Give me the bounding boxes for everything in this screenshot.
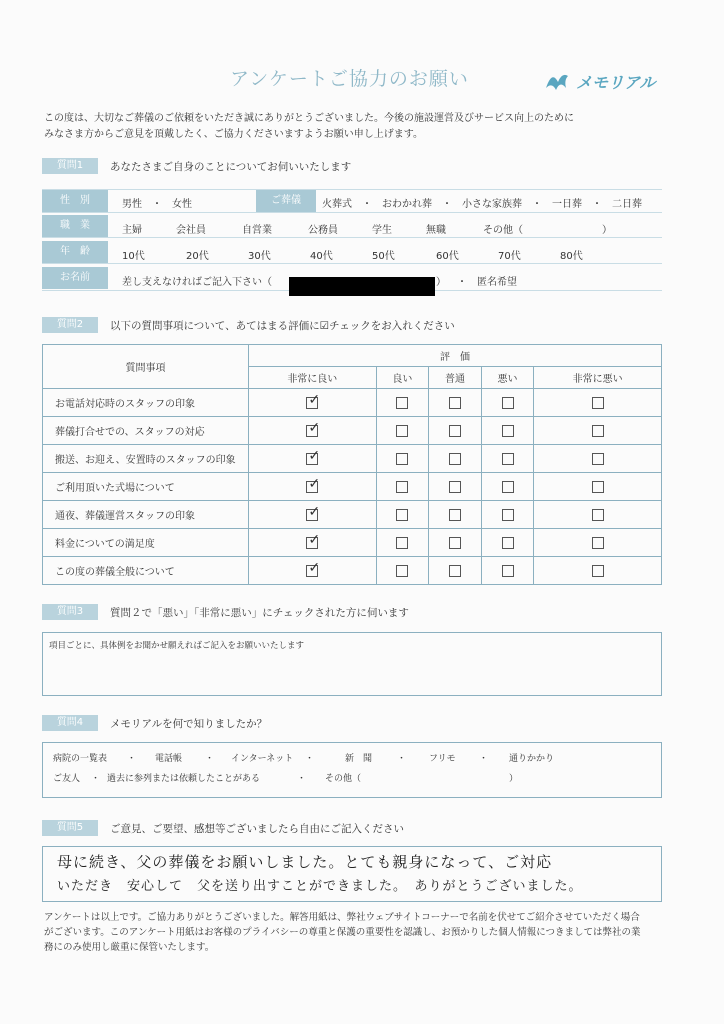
- rating-item-label: お電話対応時のスタッフの印象: [43, 389, 249, 417]
- rating-cell: [429, 529, 482, 557]
- age-option-30[interactable]: 30代: [248, 251, 271, 262]
- footer-line-1: アンケートは以上です。ご協力ありがとうございました。解答用紙は、弊社ウェブサイトコーナーで名前を伏せてご紹介させていただく場合: [44, 912, 640, 923]
- rating-cell: [481, 417, 534, 445]
- checkbox[interactable]: [502, 453, 514, 465]
- source-hospital-list[interactable]: 病院の一覧表: [53, 754, 108, 764]
- checkbox[interactable]: [502, 565, 514, 577]
- rating-cell: [376, 473, 429, 501]
- rating-header-bad: 悪い: [481, 367, 534, 389]
- separator: ・: [91, 774, 101, 784]
- age-option-70[interactable]: 70代: [498, 251, 521, 262]
- checkbox[interactable]: [592, 453, 604, 465]
- check-mark-icon: ✓: [308, 503, 321, 520]
- rating-item-label: ご利用頂いた式場について: [43, 473, 249, 501]
- age-option-60[interactable]: 60代: [436, 251, 459, 262]
- rating-cell: [249, 501, 377, 529]
- checkbox[interactable]: [449, 509, 461, 521]
- memorial-logo: [544, 68, 660, 94]
- rating-cell: [534, 473, 662, 501]
- q4-text: メモリアルを何で知りましたか？: [110, 718, 268, 730]
- checked-checkbox[interactable]: [306, 559, 321, 577]
- checkbox[interactable]: [502, 397, 514, 409]
- checkbox[interactable]: [396, 481, 408, 493]
- rating-cell: [534, 557, 662, 585]
- job-option-other-close: ）: [602, 225, 612, 236]
- rating-row: [43, 389, 662, 417]
- checkbox[interactable]: [502, 537, 514, 549]
- q3-text: 質問２で「悪い」「非常に悪い」にチェックされた方に伺います: [110, 607, 409, 619]
- checked-checkbox[interactable]: [306, 475, 321, 493]
- rating-cell: [376, 389, 429, 417]
- rating-cell: [376, 417, 429, 445]
- checkbox[interactable]: [396, 453, 408, 465]
- check-mark-icon: ✓: [308, 559, 321, 576]
- job-option-other[interactable]: その他（: [483, 225, 523, 236]
- checkbox[interactable]: [592, 425, 604, 437]
- check-mark-icon: ✓: [308, 447, 321, 464]
- rating-cell: [429, 501, 482, 529]
- rating-cell: [534, 529, 662, 557]
- source-newspaper[interactable]: 新 聞: [345, 754, 373, 764]
- separator: ・: [479, 754, 489, 764]
- rating-cell: [249, 417, 377, 445]
- rating-cell: [534, 501, 662, 529]
- check-mark-icon: ✓: [308, 391, 321, 408]
- rating-table: [42, 344, 662, 585]
- source-past-attendance[interactable]: 過去に参列または依頼したことがある: [107, 774, 261, 784]
- source-passing-by[interactable]: 通りかかり: [509, 754, 555, 764]
- footer-line-2: がございます。このアンケート用紙はお客様のプライバシーの尊重と保護の重要性を認識し、お預かりした個人情報につきましては弊社の業: [44, 927, 641, 938]
- logo-text: メモリアル: [576, 73, 656, 92]
- rating-header-average: 普通: [429, 367, 482, 389]
- rating-row: [43, 445, 662, 473]
- rating-header-very-bad: 非常に悪い: [534, 367, 662, 389]
- source-internet[interactable]: インターネット: [231, 754, 294, 764]
- checkbox[interactable]: [592, 537, 604, 549]
- checkbox[interactable]: [396, 565, 408, 577]
- age-label: 年 齢: [42, 241, 108, 263]
- checkbox[interactable]: [396, 509, 408, 521]
- source-phonebook[interactable]: 電話帳: [155, 754, 183, 764]
- rating-cell: [429, 557, 482, 585]
- anonymous-option[interactable]: ・ 匿名希望: [457, 277, 517, 288]
- q3-tag: 質問3: [42, 604, 98, 620]
- q2-tag: 質問2: [42, 317, 98, 333]
- separator: ・: [205, 754, 215, 764]
- source-other[interactable]: その他（: [325, 774, 362, 784]
- checkbox[interactable]: [449, 537, 461, 549]
- age-option-40[interactable]: 40代: [310, 251, 333, 262]
- checkbox[interactable]: [502, 481, 514, 493]
- checkbox[interactable]: [396, 425, 408, 437]
- rating-cell: [481, 501, 534, 529]
- q3-answer-box[interactable]: [42, 632, 662, 696]
- gender-options[interactable]: 男性 ・ 女性: [122, 199, 192, 210]
- rating-row: [43, 557, 662, 585]
- rating-row: [43, 417, 662, 445]
- checkbox[interactable]: [396, 537, 408, 549]
- checkbox[interactable]: [592, 509, 604, 521]
- q5-answer-line-1: 母に続き、父の葬儀をお願いしました。とても親身になって、ご対応: [57, 853, 553, 871]
- rating-row: [43, 501, 662, 529]
- page-title: アンケートご協力のお願い: [230, 68, 469, 90]
- separator: ・: [397, 754, 407, 764]
- col-header-eval: 評 価: [249, 345, 662, 367]
- q3-prompt: 項目ごとに、具体例をお聞かせ願えればご記入をお願いいたします: [49, 641, 305, 651]
- checkbox[interactable]: [396, 397, 408, 409]
- checked-checkbox[interactable]: [306, 391, 321, 409]
- wave-logo-icon: [544, 68, 574, 94]
- col-header-item: 質問事項: [43, 345, 249, 389]
- age-option-80[interactable]: 80代: [560, 251, 583, 262]
- age-option-20[interactable]: 20代: [186, 251, 209, 262]
- name-close: ）: [436, 277, 446, 288]
- name-prompt: 差し支えなければご記入下さい（: [122, 277, 272, 288]
- separator: ・: [305, 754, 315, 764]
- age-option-10[interactable]: 10代: [122, 251, 145, 262]
- rating-item-label: 通夜、葬儀運営スタッフの印象: [43, 501, 249, 529]
- checkbox[interactable]: [449, 425, 461, 437]
- rating-cell: [534, 417, 662, 445]
- rating-cell: [481, 389, 534, 417]
- separator: ・: [127, 754, 137, 764]
- checkbox[interactable]: [592, 481, 604, 493]
- rating-header-good: 良い: [376, 367, 429, 389]
- q2-text-after: チェックをお入れください: [329, 320, 455, 332]
- q5-answer-line-2: いただき 安心して 父を送り出すことができました。 ありがとうございました。: [57, 879, 583, 894]
- rating-cell: [376, 557, 429, 585]
- job-option-self-employed[interactable]: 自営業: [242, 225, 272, 236]
- q5-tag: 質問5: [42, 820, 98, 836]
- name-redaction: [289, 277, 435, 296]
- rating-cell: [429, 473, 482, 501]
- source-furimo[interactable]: フリモ: [429, 754, 456, 764]
- job-option-housewife[interactable]: 主婦: [122, 225, 142, 236]
- rating-cell: [481, 473, 534, 501]
- rating-cell: [429, 445, 482, 473]
- rating-cell: [481, 557, 534, 585]
- checked-checkbox[interactable]: [306, 447, 321, 465]
- intro-line-2: みなさま方からご意見を頂戴したく、ご協力くださいますようお願い申し上げます。: [44, 129, 423, 140]
- checkbox[interactable]: [502, 509, 514, 521]
- rating-cell: [249, 473, 377, 501]
- q5-answer-box[interactable]: [42, 846, 662, 902]
- checkbox[interactable]: [449, 397, 461, 409]
- separator: ・: [297, 774, 307, 784]
- job-label: 職 業: [42, 215, 108, 237]
- checked-checkbox[interactable]: [306, 531, 321, 549]
- check-mark-icon: ✓: [308, 531, 321, 548]
- q4-tag: 質問4: [42, 715, 98, 731]
- checkbox[interactable]: [592, 397, 604, 409]
- rating-row: [43, 529, 662, 557]
- rating-cell: [249, 557, 377, 585]
- q2-text-before: 以下の質問事項について、あてはまる評価に: [110, 320, 320, 332]
- q2-text: [110, 318, 455, 333]
- job-option-civil-servant[interactable]: 公務員: [308, 225, 338, 236]
- checkbox[interactable]: [502, 425, 514, 437]
- checkbox[interactable]: [449, 453, 461, 465]
- q1-text: あなたさまご自身のことについてお伺いいたします: [110, 161, 352, 173]
- check-mark-icon: ☑: [319, 320, 330, 332]
- q5-text: ご意見、ご要望、感想等ございましたら自由にご記入ください: [110, 823, 404, 835]
- source-friend[interactable]: ご友人: [53, 774, 81, 784]
- job-option-employee[interactable]: 会社員: [176, 225, 206, 236]
- rating-item-label: 料金についての満足度: [43, 529, 249, 557]
- rating-cell: [249, 445, 377, 473]
- rating-item-label: 搬送、お迎え、安置時のスタッフの印象: [43, 445, 249, 473]
- rating-cell: [376, 529, 429, 557]
- checkbox[interactable]: [449, 565, 461, 577]
- footer-line-3: 務にのみ使用し厳重に保管いたします。: [44, 942, 215, 953]
- q4-options-box: [42, 742, 662, 798]
- rating-row: [43, 473, 662, 501]
- rating-cell: [249, 389, 377, 417]
- gender-label: 性 別: [42, 190, 108, 212]
- rating-cell: [376, 501, 429, 529]
- check-mark-icon: ✓: [308, 475, 321, 492]
- rating-item-label: 葬儀打合せでの、スタッフの対応: [43, 417, 249, 445]
- age-option-50[interactable]: 50代: [372, 251, 395, 262]
- rating-cell: [534, 445, 662, 473]
- checked-checkbox[interactable]: [306, 503, 321, 521]
- checked-checkbox[interactable]: [306, 419, 321, 437]
- job-option-student[interactable]: 学生: [372, 225, 392, 236]
- rating-cell: [534, 389, 662, 417]
- rating-cell: [481, 529, 534, 557]
- rating-cell: [376, 445, 429, 473]
- checkbox[interactable]: [449, 481, 461, 493]
- funeral-options[interactable]: 火葬式 ・ おわかれ葬 ・ 小さな家族葬 ・ 一日葬 ・ 二日葬: [322, 199, 642, 210]
- job-option-unemployed[interactable]: 無職: [426, 225, 446, 236]
- name-label: お名前: [42, 267, 108, 289]
- rating-cell: [249, 529, 377, 557]
- rating-cell: [481, 445, 534, 473]
- rating-header-very-good: 非常に良い: [249, 367, 377, 389]
- rating-item-label: この度の葬儀全般について: [43, 557, 249, 585]
- checkbox[interactable]: [592, 565, 604, 577]
- q1-tag: 質問1: [42, 158, 98, 174]
- intro-line-1: この度は、大切なご葬儀のご依頼をいただき誠にありがとうございました。今後の施設運営及びサービス向上のために: [44, 113, 574, 124]
- rating-cell: [429, 417, 482, 445]
- source-other-close: ）: [509, 774, 519, 784]
- rating-cell: [429, 389, 482, 417]
- funeral-label: ご葬儀: [256, 190, 316, 212]
- check-mark-icon: ✓: [308, 419, 321, 436]
